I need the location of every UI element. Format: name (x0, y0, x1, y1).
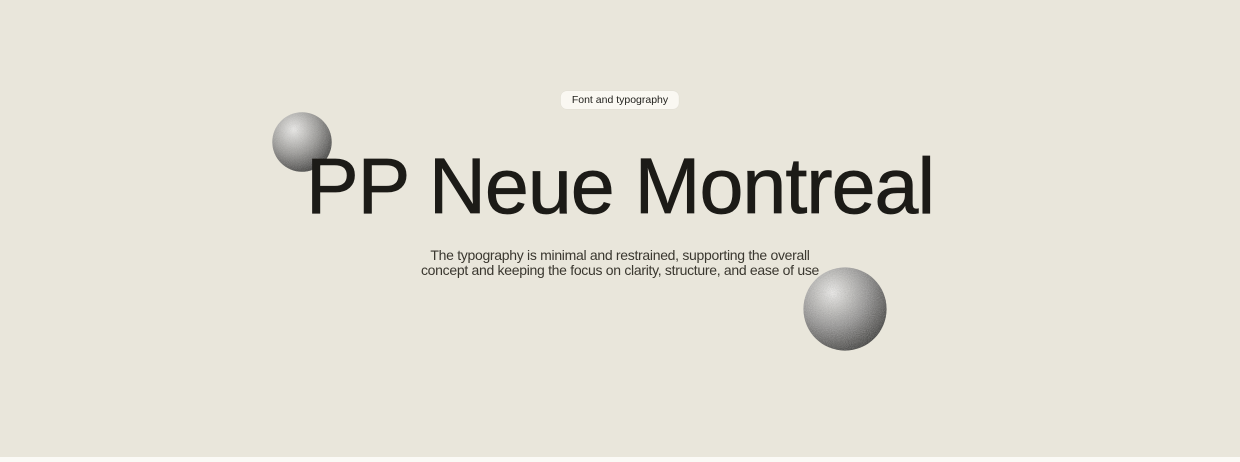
page-title: PP Neue Montreal (305, 141, 935, 230)
section-badge-label: Font and typography (571, 94, 669, 106)
next-section-edge (0, 457, 1240, 462)
subtitle (0, 248, 1240, 278)
subtitle-line-1: The typography is minimal and restrained, supporting the overall (430, 247, 810, 263)
grainy-sphere-large-icon (803, 267, 887, 351)
section-badge (561, 91, 679, 109)
subtitle-line-2: concept and keeping the focus on clarity, structure, and ease of use (420, 262, 820, 278)
